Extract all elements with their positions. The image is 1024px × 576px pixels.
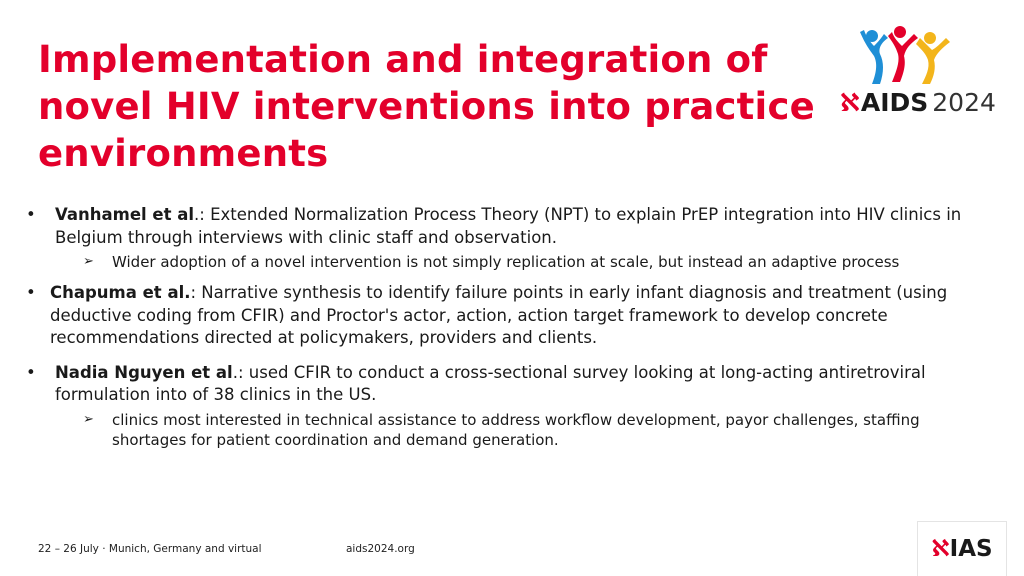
sub-bullet xyxy=(0,252,980,272)
sub-bullet-text: Wider adoption of a novel intervention is not simply replication at scale, but instead an adaptive process xyxy=(112,253,900,271)
bullet-text xyxy=(50,282,980,350)
bullet-text xyxy=(55,362,980,407)
bullet-marker: • xyxy=(26,362,36,382)
sub-bullet-text: clinics most interested in technical assistance to address workflow development, payor challenges, staffing shortages for patient coordination and demand generation. xyxy=(112,410,920,449)
slide-title: Implementation and integration of novel HIV interventions into practice environments xyxy=(38,38,815,175)
author-name: Nadia Nguyen et al xyxy=(55,362,233,382)
bullet-list xyxy=(0,204,980,450)
bullet-marker: • xyxy=(26,283,36,302)
bullet-text xyxy=(55,204,980,249)
red-ribbon-icon: ℵ xyxy=(931,536,950,562)
bullet-chapuma xyxy=(0,282,980,350)
arrow-bullet-icon: ➢ xyxy=(83,254,94,269)
aids-2024-wordmark xyxy=(840,88,1000,118)
bullet-vanhamel xyxy=(0,204,980,272)
red-ribbon-icon: ℵ xyxy=(840,88,860,117)
footer-website: aids2024.org xyxy=(346,543,415,555)
bullet-nguyen xyxy=(0,362,980,450)
ias-label: IAS xyxy=(949,536,993,562)
ias-logo xyxy=(917,521,1007,576)
bullet-body: .: used CFIR to conduct a cross-sectional survey looking at long-acting antiretroviral formulation into of 38 clinics in the US. xyxy=(55,362,926,404)
bullet-body: : Narrative synthesis to identify failure points in early infant diagnosis and treatment (using deductive coding from CFIR) and Proctor's actor, action, action target framework to develop concrete recommendations directed at policymakers, providers and clients. xyxy=(50,283,948,347)
arrow-bullet-icon: ➢ xyxy=(83,411,94,427)
aids-2024-logo xyxy=(840,26,1000,124)
bullet-marker: • xyxy=(26,205,36,224)
bullet-body: .: Extended Normalization Process Theory (NPT) to explain PrEP integration into HIV clinics in Belgium through interviews with clinic staff and observation. xyxy=(55,205,962,247)
aids-year: 2024 xyxy=(932,88,996,117)
aids-figures-icon xyxy=(852,26,972,86)
footer-event-info: 22 – 26 July · Munich, Germany and virtual xyxy=(38,543,262,555)
aids-word: AIDS xyxy=(860,88,929,117)
author-name: Chapuma et al. xyxy=(50,283,191,302)
sub-bullet xyxy=(0,410,980,450)
author-name: Vanhamel et al xyxy=(55,205,195,224)
